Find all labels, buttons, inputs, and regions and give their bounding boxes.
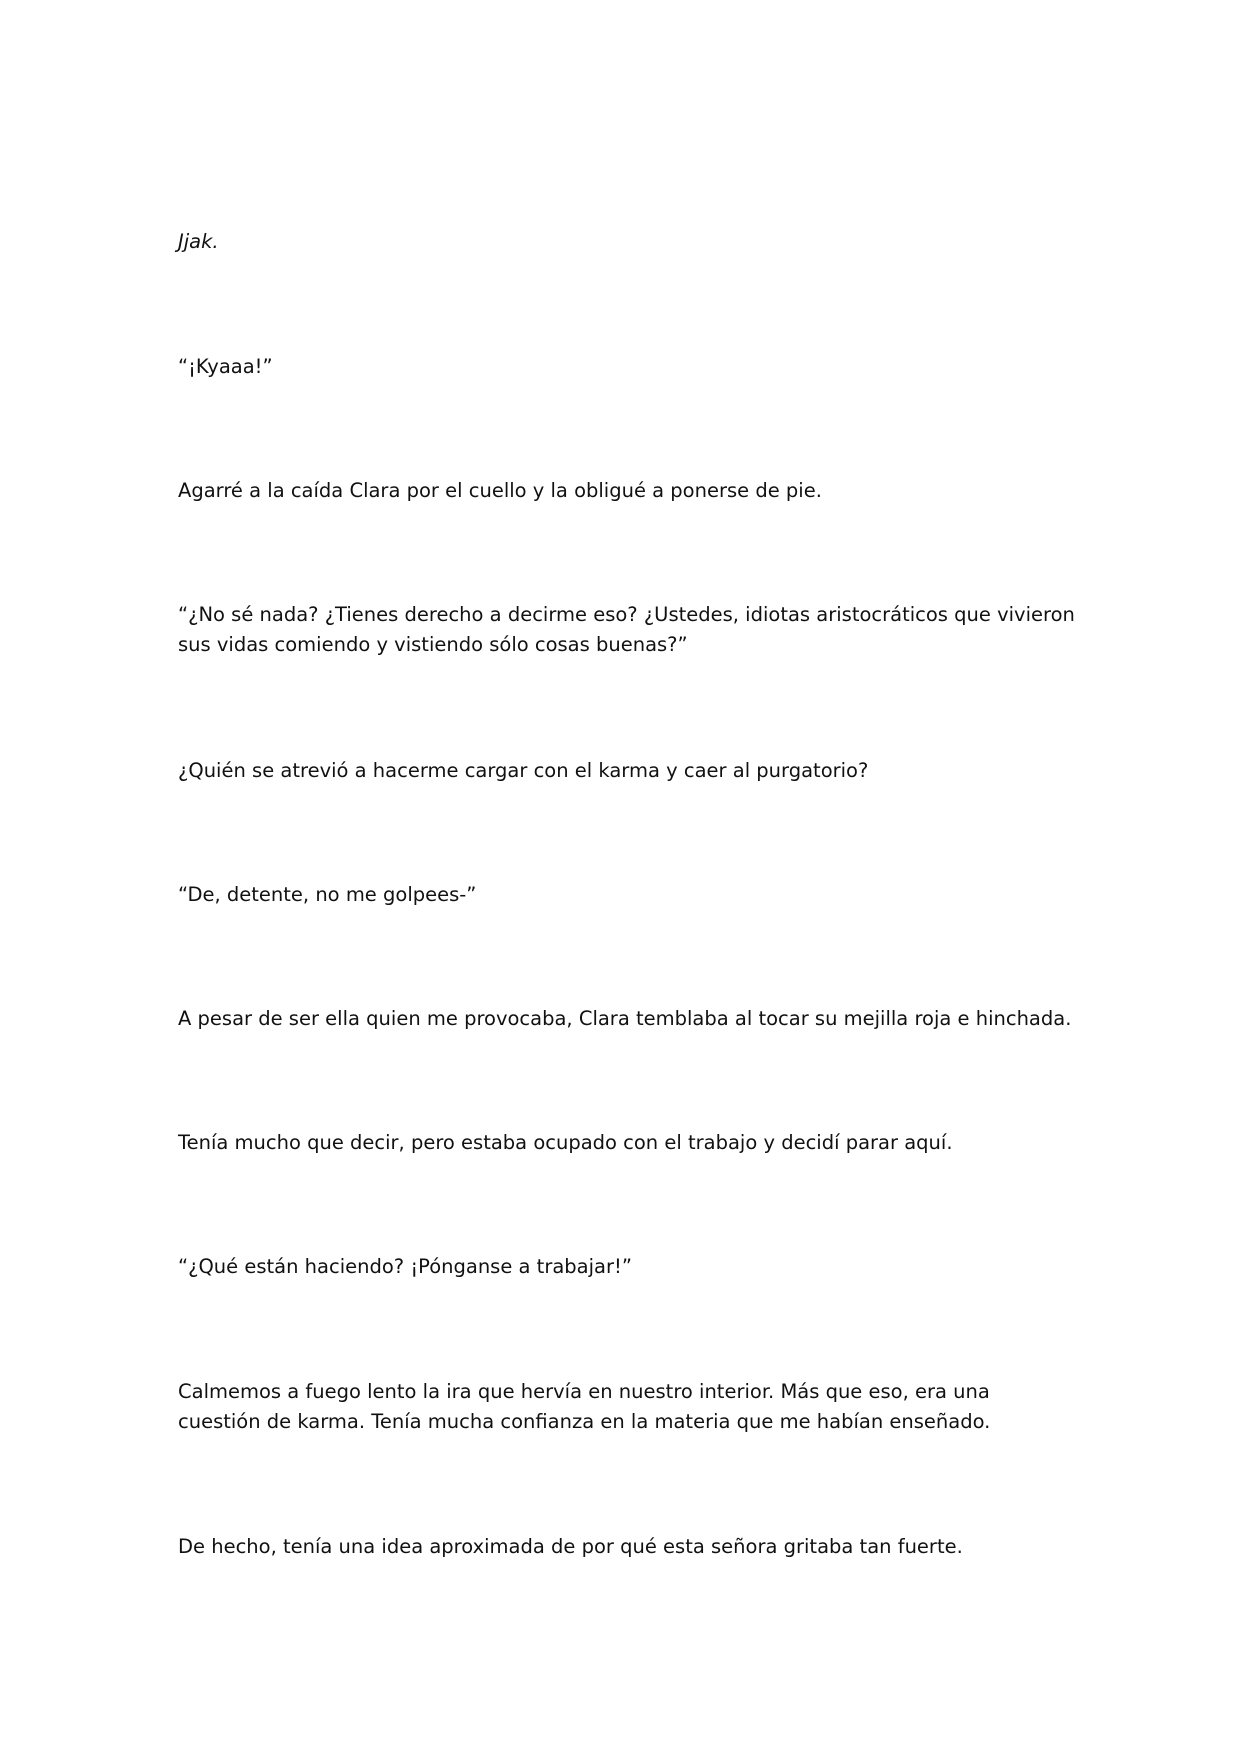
paragraph-narration: A pesar de ser ella quien me provocaba, Clara temblaba al tocar su mejilla roja e hinchada.	[178, 1007, 1072, 1030]
paragraph-dialogue: “De, detente, no me golpees-”	[178, 883, 477, 906]
paragraph-sound-effect: Jjak.	[178, 230, 219, 253]
paragraph-dialogue: “¿No sé nada? ¿Tienes derecho a decirme eso? ¿Ustedes, idiotas aristocráticos que vivieron sus vidas comiendo y vistiendo sólo cosas buenas?”	[178, 603, 1075, 656]
paragraph-dialogue: “¿Qué están haciendo? ¡Pónganse a trabajar!”	[178, 1255, 632, 1278]
paragraph-narration: ¿Quién se atrevió a hacerme cargar con el karma y caer al purgatorio?	[178, 759, 869, 782]
paragraph-dialogue: “¡Kyaaa!”	[178, 355, 273, 378]
paragraph-narration: Agarré a la caída Clara por el cuello y la obligué a ponerse de pie.	[178, 479, 822, 502]
paragraph-narration: De hecho, tenía una idea aproximada de por qué esta señora gritaba tan fuerte.	[178, 1535, 963, 1558]
paragraph-narration: Calmemos a fuego lento la ira que hervía en nuestro interior. Más que eso, era una cuestión de karma. Tenía mucha confianza en la materia que me habían enseñado.	[178, 1380, 991, 1433]
paragraph-narration: Tenía mucho que decir, pero estaba ocupado con el trabajo y decidí parar aquí.	[178, 1131, 953, 1154]
